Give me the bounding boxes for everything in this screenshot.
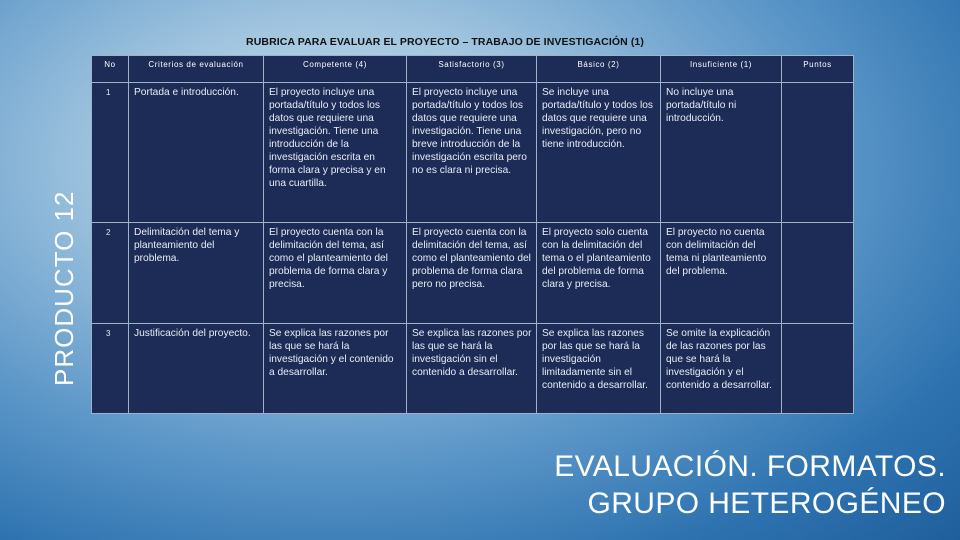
basico-cell: Se incluye una portada/título y todos los datos que requiere una investigación, pero no tiene introducción. [537,83,661,223]
satisfactorio-cell: El proyecto incluye una portada/título y todos los datos que requiere una investigación. Tiene una breve introducción de la investigación escrita pero no es clara ni precisa. [407,83,537,223]
insuficiente-cell: Se omite la explicación de las razones por las que se hará la investigación y el contenido a desarrollar. [661,324,782,414]
table-row [92,223,854,324]
header-insuficiente: Insuficiente (1) [661,56,782,83]
header-competente: Competente (4) [264,56,407,83]
basico-cell: Se explica las razones por las que se hará la investigación limitadamente sin el contenido a desarrollar. [537,324,661,414]
criterio-cell: Justificación del proyecto. [129,324,264,414]
header-basico: Básico (2) [537,56,661,83]
competente-cell: El proyecto cuenta con la delimitación del tema, así como el planteamiento del problema de forma clara y precisa. [264,223,407,324]
puntos-cell [782,83,854,223]
table-row [92,83,854,223]
footer-line-1: EVALUACIÓN. FORMATOS. [554,450,946,483]
puntos-cell [782,223,854,324]
competente-cell: Se explica las razones por las que se hará la investigación y el contenido a desarrollar. [264,324,407,414]
criterio-cell: Portada e introducción. [129,83,264,223]
row-number: 1 [92,83,129,223]
row-number: 2 [92,223,129,324]
table-row [92,324,854,414]
footer-line-2: GRUPO HETEROGÉNEO [587,487,946,520]
header-criterios: Criterios de evaluación [129,56,264,83]
header-puntos: Puntos [782,56,854,83]
basico-cell: El proyecto solo cuenta con la delimitación del tema o el planteamiento del problema de forma clara y precisa. [537,223,661,324]
satisfactorio-cell: El proyecto cuenta con la delimitación del tema, así como el planteamiento del problema de forma clara pero no precisa. [407,223,537,324]
page-title: RUBRICA PARA EVALUAR EL PROYECTO – TRABAJO DE INVESTIGACIÓN (1) [246,36,644,48]
header-no: No [92,56,129,83]
header-row [92,56,854,83]
competente-cell: El proyecto incluye una portada/título y todos los datos que requiere una investigación. Tiene una introducción de la investigación escrita en forma clara y precisa y en una cuartilla. [264,83,407,223]
header-satisfactorio: Satisfactorio (3) [407,56,537,83]
product-side-label: PRODUCTO 12 [49,190,79,386]
row-number: 3 [92,324,129,414]
satisfactorio-cell: Se explica las razones por las que se hará la investigación sin el contenido a desarrollar. [407,324,537,414]
criterio-cell: Delimitación del tema y planteamiento del problema. [129,223,264,324]
footer-caption [554,448,946,522]
puntos-cell [782,324,854,414]
insuficiente-cell: El proyecto no cuenta con delimitación del tema ni planteamiento del problema. [661,223,782,324]
insuficiente-cell: No incluye una portada/título ni introducción. [661,83,782,223]
rubric-table [91,55,854,414]
